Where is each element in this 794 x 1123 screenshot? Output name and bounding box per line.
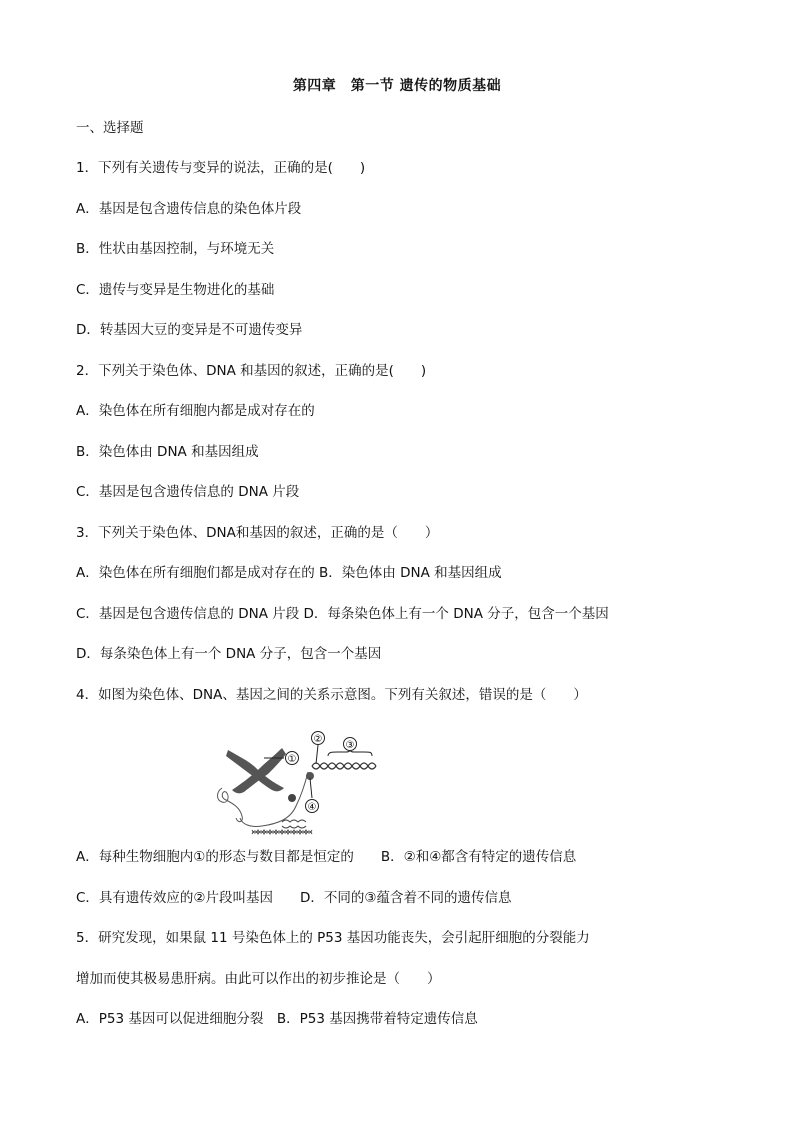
question-5-stem-line-2: 增加而使其极易患肝病。由此可以作出的初步推论是（ ） (76, 971, 441, 987)
question-1-option-d: D．转基因大豆的变异是不可遗传变异 (76, 322, 303, 338)
figure-label-1: ① (287, 754, 297, 765)
question-1-option-c: C．遗传与变异是生物进化的基础 (76, 282, 275, 298)
question-4-options-cd: C．具有遗传效应的②片段叫基因 D．不同的③蕴含着不同的遗传信息 (76, 890, 512, 906)
question-2-option-b: B．染色体由 DNA 和基因组成 (76, 444, 259, 460)
question-2-option-c: C．基因是包含遗传信息的 DNA 片段 (76, 484, 300, 500)
question-4-stem: 4．如图为染色体、DNA、基因之间的关系示意图。下列有关叙述，错误的是（ ） (76, 687, 587, 703)
question-3-stem: 3．下列关于染色体、DNA和基因的叙述，正确的是（ ） (76, 525, 439, 541)
section-heading: 一、选择题 (76, 120, 144, 136)
question-1-option-a: A．基因是包含遗传信息的染色体片段 (76, 201, 302, 217)
question-2-stem: 2．下列关于染色体、DNA 和基因的叙述，正确的是( ) (76, 363, 427, 379)
question-4-options-ab: A．每种生物细胞内①的形态与数目都是恒定的 B．②和④都含有特定的遗传信息 (76, 849, 577, 865)
chromosome-shape (226, 748, 286, 793)
page-title: 第四章 第一节 遗传的物质基础 (292, 78, 502, 94)
question-3-options-ab: A．染色体在所有细胞们都是成对存在的 B．染色体由 DNA 和基因组成 (76, 565, 502, 581)
question-1-option-b: B．性状由基因控制，与环境无关 (76, 241, 275, 257)
question-5-stem-line-1: 5．研究发现，如果鼠 11 号染色体上的 P53 基因功能丧失，会引起肝细胞的分裂能力 (76, 930, 590, 946)
chromosome-dna-gene-diagram (212, 728, 382, 844)
question-3-option-d: D．每条染色体上有一个 DNA 分子，包含一个基因 (76, 646, 382, 662)
figure-label-2: ② (313, 734, 323, 745)
figure-label-3: ③ (345, 740, 355, 751)
question-3-options-cd: C．基因是包含遗传信息的 DNA 片段 D．每条染色体上有一个 DNA 分子，包含一个基因 (76, 606, 609, 622)
figure-label-4: ④ (307, 802, 317, 813)
question-5-options-ab: A．P53 基因可以促进细胞分裂 B．P53 基因携带着特定遗传信息 (76, 1011, 478, 1027)
question-1-stem: 1．下列有关遗传与变异的说法，正确的是( ) (76, 160, 366, 176)
question-2-option-a: A．染色体在所有细胞内都是成对存在的 (76, 403, 315, 419)
